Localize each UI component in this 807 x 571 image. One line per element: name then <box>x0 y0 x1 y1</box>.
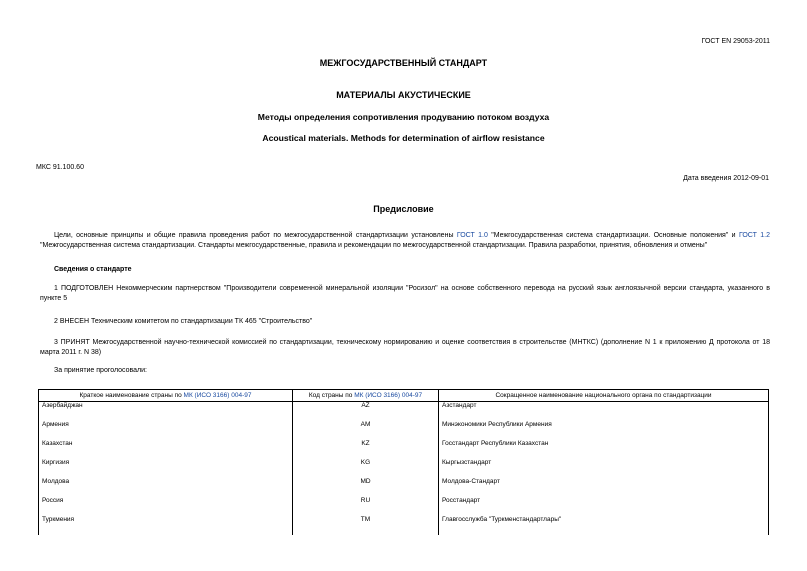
foreword-heading: Предисловие <box>373 204 434 214</box>
goals-text-a: Цели, основные принципы и общие правила проведения работ по межгосударственной стандартизации установлены <box>54 232 457 239</box>
title-russian: Методы определения сопротивления продуванию потоком воздуха <box>257 112 550 122</box>
header-national-body: Сокращенное наименование национального органа по стандартизации <box>439 390 769 402</box>
header-country-prefix: Краткое наименование страны по <box>79 392 184 399</box>
code-cell: AZ <box>293 402 439 422</box>
country-cell: Киргизия <box>39 459 293 478</box>
mks-code: МКС 91.100.60 <box>36 164 84 171</box>
gost-1-0-link[interactable]: ГОСТ 1.0 <box>456 232 488 239</box>
country-cell: Казахстан <box>39 440 293 459</box>
voted-label: За принятие проголосовали: <box>54 367 147 374</box>
item-2-submitted: 2 ВНЕСЕН Техническим комитетом по стандартизации ТК 465 "Строительство" <box>54 318 313 325</box>
title-english: Acoustical materials. Methods for determination of airflow resistance <box>262 133 545 143</box>
goals-text-b: "Межгосударственная система стандартизации. Основные положения" и <box>487 232 739 239</box>
goals-paragraph <box>40 231 770 251</box>
code-cell: KG <box>293 459 439 478</box>
mk-iso-link-2[interactable]: МК (ИСО 3166) 004-97 <box>354 392 423 399</box>
goals-text-c: "Межгосударственная система стандартизации. Стандарты межгосударственные, правила и рекомендации по межгосударственной стандартизации. Правила разработки, принятия, обновления и отмены" <box>40 242 708 249</box>
header-country-name <box>39 390 293 402</box>
header-code-prefix: Код страны по <box>308 392 355 399</box>
country-cell: Армения <box>39 421 293 440</box>
code-cell: TM <box>293 516 439 535</box>
table-row <box>39 421 769 440</box>
code-cell: MD <box>293 478 439 497</box>
table-row <box>39 478 769 497</box>
item-1-prepared: 1 ПОДГОТОВЛЕН Некоммерческим партнерством "Производители современной минеральной изоляции "Росизол" на основе собственного перевода на русский язык англоязычной версии стандарта, указанного в пункте 5 <box>40 285 770 302</box>
subject-heading: МАТЕРИАЛЫ АКУСТИЧЕСКИЕ <box>336 90 471 100</box>
country-cell: Азербайджан <box>39 402 293 422</box>
country-cell: Туркмения <box>39 516 293 535</box>
mk-iso-link-1[interactable]: МК (ИСО 3166) 004-97 <box>183 392 252 399</box>
code-cell: AM <box>293 421 439 440</box>
body-cell: Минэкономики Республики Армения <box>439 421 769 440</box>
body-cell: Росстандарт <box>439 497 769 516</box>
table-row <box>39 516 769 535</box>
body-cell: Кыргызстандарт <box>439 459 769 478</box>
document-code: ГОСТ EN 29053-2011 <box>701 38 770 45</box>
body-cell: Главгосслужба "Туркменстандартлары" <box>439 516 769 535</box>
standard-type-heading: МЕЖГОСУДАРСТВЕННЫЙ СТАНДАРТ <box>319 58 488 68</box>
body-cell: Госстандарт Республики Казахстан <box>439 440 769 459</box>
code-cell: KZ <box>293 440 439 459</box>
voting-countries-table <box>38 389 769 535</box>
gost-1-2-link[interactable]: ГОСТ 1.2 <box>738 232 770 239</box>
table-row <box>39 497 769 516</box>
code-cell: RU <box>293 497 439 516</box>
standard-info-heading: Сведения о стандарте <box>54 266 132 273</box>
table-row <box>39 402 769 422</box>
header-country-code <box>293 390 439 402</box>
table-header-row <box>39 390 769 402</box>
country-cell: Молдова <box>39 478 293 497</box>
table-row <box>39 440 769 459</box>
item-3-adopted: 3 ПРИНЯТ Межгосударственной научно-технической комиссией по стандартизации, техническому нормированию и оценке соответствия в строительстве (МНТКС) (дополнение N 1 к приложению Д протокола от 18 марта 2011 г. N 38) <box>40 339 770 356</box>
body-cell: Молдова-Стандарт <box>439 478 769 497</box>
country-cell: Россия <box>39 497 293 516</box>
body-cell: Азстандарт <box>439 402 769 422</box>
table-row <box>39 459 769 478</box>
introduction-date: Дата введения 2012-09-01 <box>683 175 769 182</box>
